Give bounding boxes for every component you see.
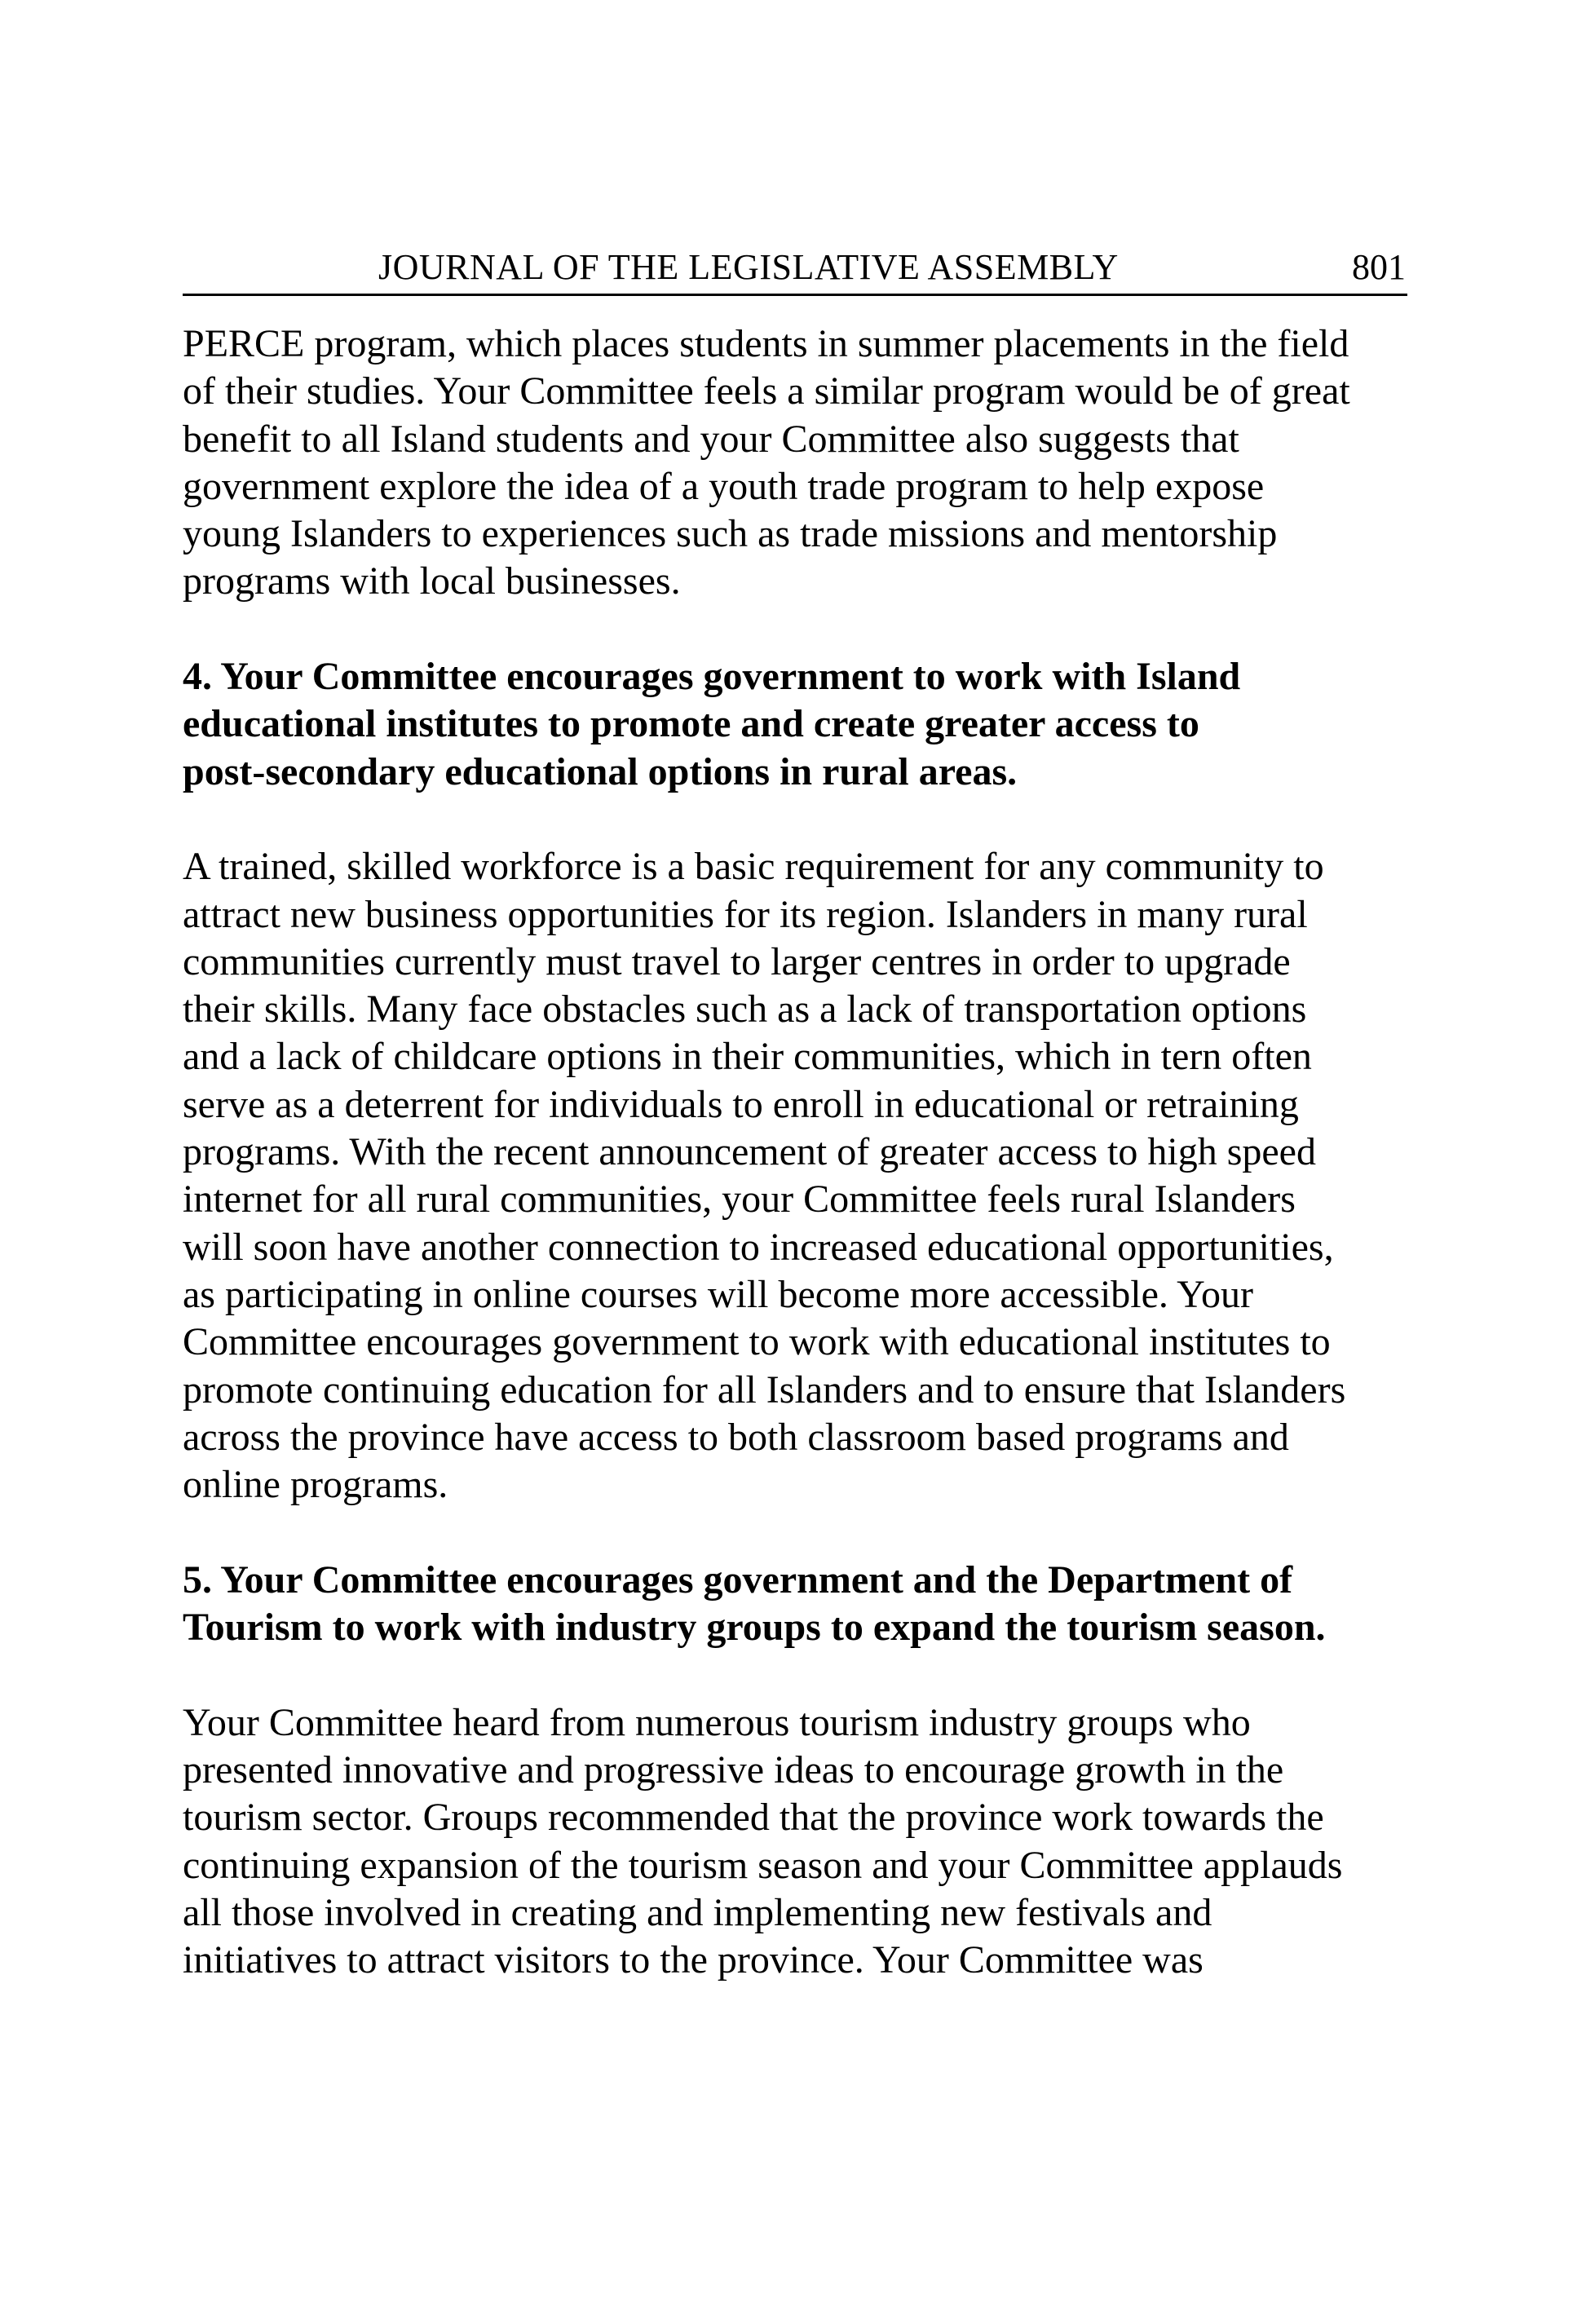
text-line: benefit to all Island students and your Committee also suggests that	[183, 417, 1239, 461]
text-line: initiatives to attract visitors to the province. Your Committee was	[183, 1938, 1204, 1982]
paragraph-spacer	[183, 606, 1422, 653]
text-line: programs. With the recent announcement of greater access to high speed	[183, 1130, 1316, 1174]
heading-line: 5. Your Committee encourages government and the Department of	[183, 1557, 1293, 1602]
paragraph-tourism-season	[183, 1699, 1422, 1985]
paragraph-perce-program	[183, 320, 1422, 606]
text-line: promote continuing education for all Islanders and to ensure that Islanders	[183, 1367, 1346, 1412]
text-line: attract new business opportunities for its region. Islanders in many rural	[183, 892, 1308, 936]
journal-title: JOURNAL OF THE LEGISLATIVE ASSEMBLY	[378, 247, 1119, 287]
heading-line: educational institutes to promote and create greater access to	[183, 702, 1199, 746]
page-header	[183, 245, 1407, 296]
paragraph-rural-education	[183, 843, 1422, 1509]
text-line: Your Committee heard from numerous tourism industry groups who	[183, 1700, 1251, 1744]
text-line: programs with local businesses.	[183, 559, 681, 603]
paragraph-spacer	[183, 796, 1422, 843]
text-line: serve as a deterrent for individuals to enroll in educational or retraining	[183, 1082, 1299, 1126]
text-line: young Islanders to experiences such as trade missions and mentorship	[183, 512, 1278, 556]
heading-line: 4. Your Committee encourages government to work with Island	[183, 655, 1241, 699]
text-line: communities currently must travel to larger centres in order to upgrade	[183, 939, 1291, 983]
text-line: of their studies. Your Committee feels a similar program would be of great	[183, 369, 1350, 413]
recommendation-5-heading	[183, 1557, 1422, 1652]
text-line: as participating in online courses will become more accessible. Your	[183, 1272, 1253, 1316]
text-line: tourism sector. Groups recommended that the province work towards the	[183, 1796, 1324, 1840]
text-line: government explore the idea of a youth trade program to help expose	[183, 464, 1265, 508]
text-line: PERCE program, which places students in summer placements in the field	[183, 322, 1349, 365]
text-line: will soon have another connection to increased educational opportunities,	[183, 1225, 1334, 1269]
text-line: across the province have access to both classroom based programs and	[183, 1415, 1289, 1459]
text-line: and a lack of childcare options in their communities, which in tern often	[183, 1035, 1312, 1079]
text-line: all those involved in creating and implementing new festivals and	[183, 1890, 1212, 1934]
text-line: presented innovative and progressive ideas to encourage growth in the	[183, 1747, 1284, 1792]
text-line: Committee encourages government to work with educational institutes to	[183, 1320, 1331, 1364]
heading-line: post-secondary educational options in rural areas.	[183, 749, 1018, 793]
text-line: online programs.	[183, 1463, 448, 1507]
text-line: continuing expansion of the tourism season and your Committee applauds	[183, 1843, 1343, 1887]
heading-line: Tourism to work with industry groups to expand the tourism season.	[183, 1606, 1326, 1650]
page-body	[183, 320, 1422, 1984]
text-line: internet for all rural communities, your Committee feels rural Islanders	[183, 1177, 1296, 1222]
text-line: A trained, skilled workforce is a basic requirement for any community to	[183, 845, 1324, 889]
paragraph-spacer	[183, 1509, 1422, 1556]
paragraph-spacer	[183, 1651, 1422, 1699]
text-line: their skills. Many face obstacles such as a lack of transportation options	[183, 987, 1307, 1032]
recommendation-4-heading	[183, 653, 1422, 796]
page-number: 801	[1352, 247, 1406, 287]
